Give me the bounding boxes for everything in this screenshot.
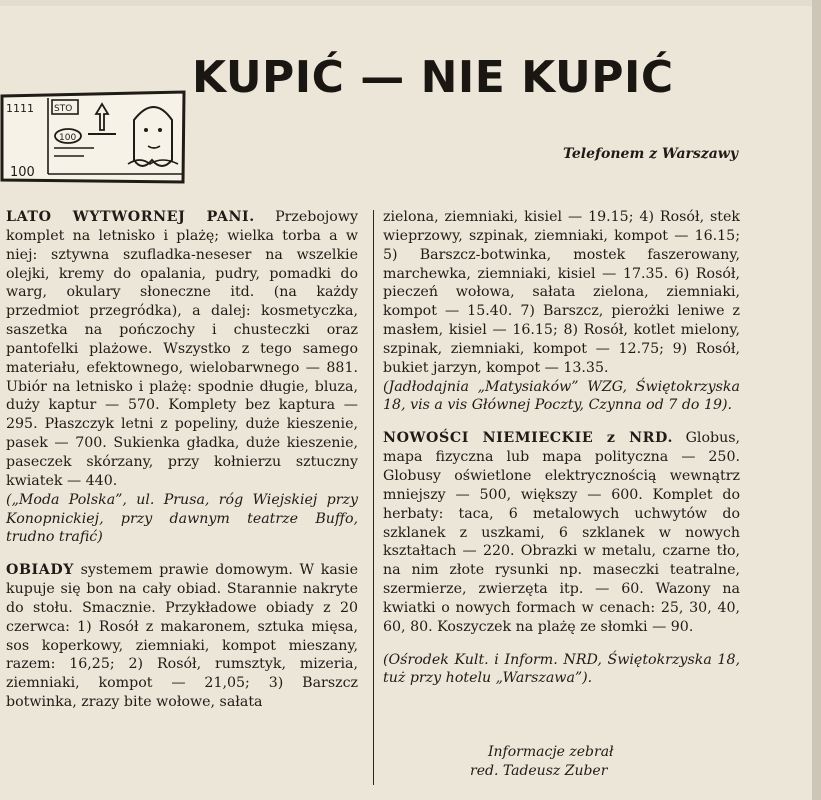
nowosci-kicker: NOWOŚCI NIEMIECKIE z NRD. xyxy=(383,430,673,447)
article-lato xyxy=(6,208,358,491)
page-headline: KUPIĆ — NIE KUPIĆ xyxy=(192,52,674,103)
nowosci-source-note: (Ośrodek Kult. i Inform. NRD, Świętokrzyska 18, tuż przy hotelu „Warszawa”). xyxy=(383,651,740,687)
lato-body: Przebojowy komplet na letnisko i plażę; wielka torba a w niej: sztywna szufladka-neseser na wszelkie olejki, kremy do opalania, pudry, pomadki do warg, okulary słoneczne itd. (na każdy przedmiot przegródka), a dalej: kosmetyczka, saszetka na pończochy i chusteczki oraz pantofelki plażowe. Wszystko z tego samego materiału, efektownego, wielobarwnego — 881. Ubiór na letnisko i plażę: spodnie długie, bluza, duży kaptur — 570. Komplety bez kaptura — 295. Płaszczyk letni z popeliny, duże kieszenie, pasek — 700. Sukienka gładka, duże kieszenie, paseczek skórzany, przy kołnierzu sztuczny kwiatek — 440. xyxy=(6,209,358,489)
banknote-stamp-number: 100 xyxy=(59,133,77,143)
obiady-body: systemem prawie domowym. W kasie kupuje się bon na cały obiad. Starannie nakryte do stołu. Smacznie. Przykładowe obiady z 20 czerwca: 1) Rosół z makaronem, sztuka mięsa, sos koperkowy, ziemniaki, kompot mieszany, razem: 16,25; 2) Rosół, rumsztyk, mizeria, ziemniaki, kompot — 21,05; 3) Barszcz botwinka, zrazy bite wołowe, sałata xyxy=(6,562,358,711)
banknote-top-left-number: 1111 xyxy=(6,102,34,115)
author-signature xyxy=(470,743,720,781)
obiady-continued: zielona, ziemniaki, kisiel — 19.15; 4) Rosół, stek wieprzowy, szpinak, ziemniaki, kompot — 16.15; 5) Barszcz-botwinka, mostek faszerowany, marchewka, ziemniaki, kisiel — 17.35. 6) Rosół, pieczeń wołowa, sałata zielona, ziemniaki, kompot — 15.40. 7) Barszcz, pierożki leniwe z masłem, kisiel — 16.15; 8) Rosół, kotlet mielony, szpinak, ziemniaki, kompot — 12.75; 9) Rosół, bukiet jarzyn, kompot — 13.35. xyxy=(383,209,740,376)
lato-source-note: („Moda Polska”, ul. Prusa, róg Wiejskiej przy Konopnickiej, przy dawnym teatrze Buffo, trudno trafić) xyxy=(6,491,358,546)
byline: Telefonem z Warszawy xyxy=(563,146,738,162)
nowosci-body: Globus, mapa fizyczna lub mapa polityczna — 250. Globusy oświetlone elektrycznością wewnątrz mniejszy — 500, większy — 600. Komplet do herbaty: taca, 6 metalowych uchwytów do szklanek z uszkami, 6 szklanek w nowych kształtach — 220. Obrazki w metalu, czarne tło, na nim złote rysunki np. maseczki teatralne, szermierze, zwierzęta itp. — 60. Wazony na kwiatki o nowych formach w cenach: 25, 30, 40, 60, 80. Koszyczek na plażę ze słomki — 90. xyxy=(383,430,740,635)
right-column xyxy=(383,208,740,688)
scan-right-edge xyxy=(812,0,821,800)
signature-line-1: Informacje zebrał xyxy=(488,744,614,760)
lato-kicker: LATO WYTWORNEJ PANI. xyxy=(6,209,255,225)
left-column xyxy=(6,208,358,712)
obiady-source-note: (Jadłodajnia „Matysiaków” WZG, Świętokrzyska 18, vis a vis Głównej Poczty, Czynna od 7 do 19). xyxy=(383,378,740,414)
article-nowosci xyxy=(383,429,740,636)
banknote-illustration xyxy=(0,90,186,185)
banknote-sto-label: STO xyxy=(54,104,73,114)
signature-line-2: red. Tadeusz Zuber xyxy=(470,762,608,779)
banknote-bottom-number: 100 xyxy=(10,165,35,180)
scan-top-edge xyxy=(0,0,812,6)
article-obiady xyxy=(6,561,358,712)
obiady-kicker: OBIADY xyxy=(6,562,75,579)
column-divider xyxy=(373,210,374,785)
